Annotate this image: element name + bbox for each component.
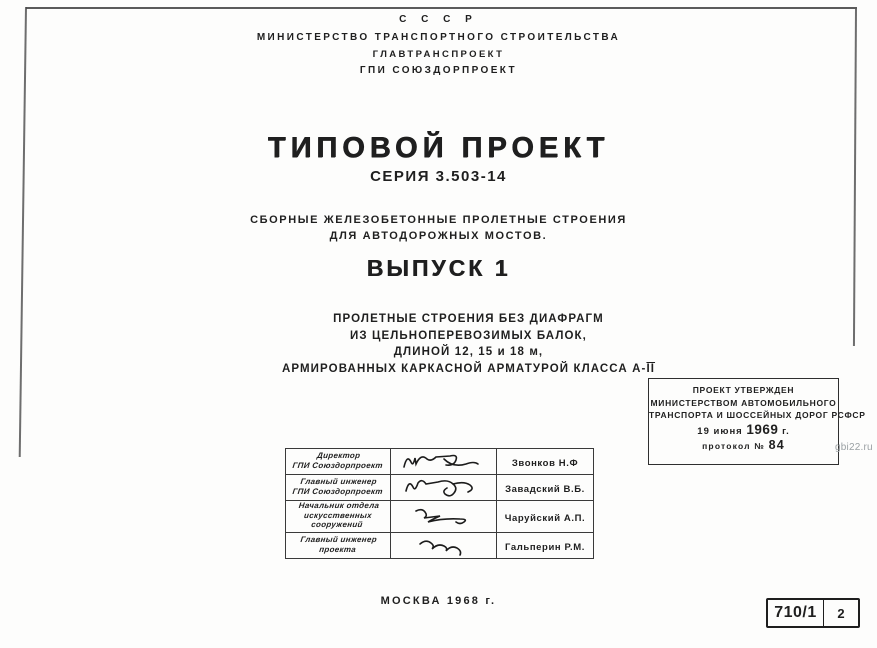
signer-title: Главный инженер ГПИ Союздорпроект <box>291 476 384 496</box>
page-title: ТИПОВОЙ ПРОЕКТ <box>267 132 610 164</box>
signer-name: Чаруйский А.П. <box>504 512 586 524</box>
stamp-approval-date: 19 июня 1969 г. <box>697 421 790 437</box>
table-row <box>286 449 594 475</box>
protocol-number: 84 <box>768 437 785 452</box>
signature-charuysky-icon <box>398 505 490 528</box>
header-org-soyuzdorproekt: ГПИ СОЮЗДОРПРОЕКТ <box>359 65 518 76</box>
description-block <box>60 311 877 377</box>
description-line2: ИЗ ЦЕЛЬНОПЕРЕВОЗИМЫХ БАЛОК, <box>350 329 587 342</box>
signature-galperin-icon <box>398 534 490 557</box>
subtitle-line2: ДЛЯ АВТОДОРОЖНЫХ МОСТОВ. <box>329 230 548 242</box>
description-line4: АРМИРОВАННЫХ КАРКАСНОЙ АРМАТУРОЙ КЛАССА $А-\overline{II}$ <box>281 362 656 375</box>
signer-title: Директор ГПИ Союздорпроект <box>291 450 384 470</box>
sheet-number: 2 <box>837 605 845 621</box>
signer-title: Главный инженер проекта <box>299 534 378 554</box>
subtitle-line1: СБОРНЫЕ ЖЕЛЕЗОБЕТОННЫЕ ПРОЛЕТНЫЕ СТРОЕНИЯ <box>250 214 627 226</box>
stamp-line3: ТРАНСПОРТА И ШОССЕЙНЫХ ДОРОГ РСФСР <box>649 410 866 420</box>
stamp-protocol: протокол № 84 <box>702 437 785 452</box>
document-number: 710/1 <box>768 600 824 626</box>
signature-zavadsky-icon <box>398 476 490 499</box>
table-row <box>286 475 594 501</box>
table-row <box>286 533 594 559</box>
rebar-class-roman-numeral: $\overline{II}$ <box>646 362 656 375</box>
page-border-top <box>26 7 857 9</box>
header-ministry: МИНИСТЕРСТВО ТРАНСПОРТНОГО СТРОИТЕЛЬСТВА <box>256 32 621 43</box>
table-row <box>286 501 594 533</box>
signer-name: Гальперин Р.М. <box>505 541 585 553</box>
signer-title: Начальник отдела искусственных сооружений <box>298 501 380 529</box>
document-number-box <box>766 598 860 628</box>
signature-zvonkov-icon <box>398 450 490 473</box>
series-number: СЕРИЯ 3.503-14 <box>370 168 507 185</box>
approval-year: 1969 <box>746 421 779 437</box>
header-country: С С С Р <box>399 14 478 25</box>
header-org-glavtransproekt: ГЛАВТРАНСПРОЕКТ <box>372 49 505 60</box>
issue-number: ВЫПУСК 1 <box>366 255 511 281</box>
signer-name: Звонков Н.Ф <box>511 457 579 469</box>
signer-name: Завадский В.Б. <box>505 483 585 495</box>
description-line1: ПРОЛЕТНЫЕ СТРОЕНИЯ БЕЗ ДИАФРАГМ <box>333 313 604 325</box>
stamp-line1: ПРОЕКТ УТВЕРЖДЕН <box>692 385 795 395</box>
stamp-line2: МИНИСТЕРСТВОМ АВТОМОБИЛЬНОГО <box>650 397 837 408</box>
signature-table <box>285 448 594 559</box>
description-line3: ДЛИНОЙ 12, 15 и 18 м, <box>393 346 544 358</box>
publication-city-year: МОСКВА 1968 г. <box>380 595 497 607</box>
site-watermark: gbi22.ru <box>835 442 873 453</box>
